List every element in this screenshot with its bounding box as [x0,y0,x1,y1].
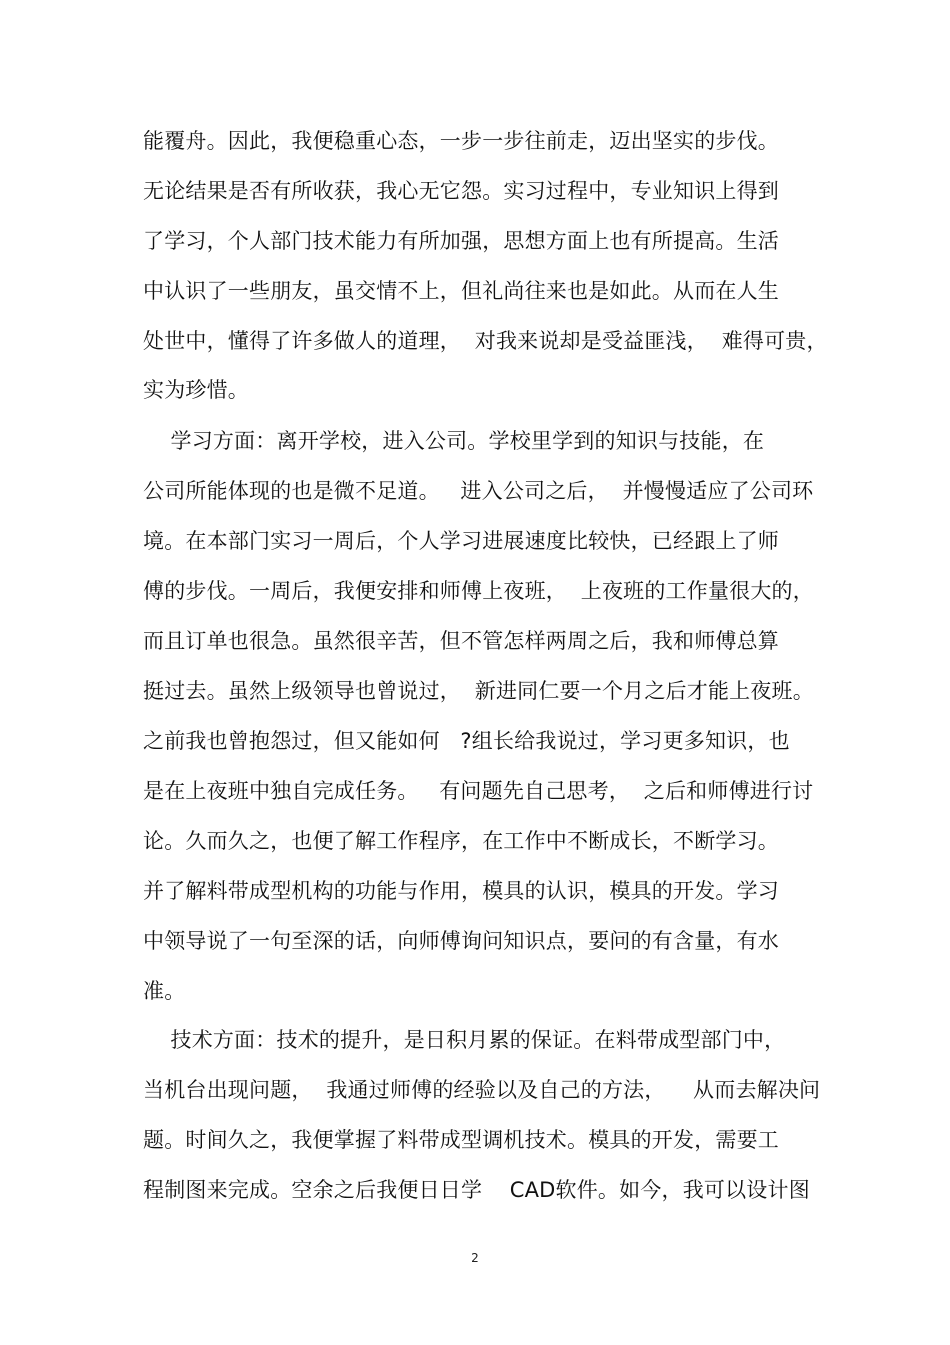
text-line: 技术方面：技术的提升，是日积月累的保证。在料带成型部门中， [143,1028,786,1052]
text-line: 中认识了一些朋友，虽交情不上，但礼尚往来也是如此。从而在人生 [143,279,779,303]
text-line: 而且订单也很急。虽然很辛苦，但不管怎样两周之后，我和师傅总算 [143,629,779,653]
text-line: 公司所能体现的也是微不足道。 进入公司之后， 并慢慢适应了公司环 [143,479,814,503]
page-number: 2 [471,1251,479,1265]
text-line: 了学习，个人部门技术能力有所加强，思想方面上也有所提高。生活 [143,229,779,253]
text-line: 处世中，懂得了许多做人的道理， 对我来说却是受益匪浅， 难得可贵， [143,329,828,353]
text-line: 是在上夜班中独自完成任务。 有问题先自己思考， 之后和师傅进行讨 [143,779,814,803]
text-line: 论。久而久之，也便了解工作程序，在工作中不断成长，不断学习。 [143,829,779,853]
text-line: 能覆舟。因此，我便稳重心态，一步一步往前走，迈出坚实的步伐。 [143,129,779,153]
text-line: 准。 [143,979,186,1003]
text-line: 并了解料带成型机构的功能与作用，模具的认识，模具的开发。学习 [143,879,779,903]
text-line: 实为珍惜。 [143,378,249,402]
text-line: 程制图来完成。空余之后我便日日学 CAD软件。如今，我可以设计图 [143,1178,810,1202]
text-line: 学习方面：离开学校，进入公司。学校里学到的知识与技能，在 [143,429,765,453]
text-line: 无论结果是否有所收获，我心无它怨。实习过程中，专业知识上得到 [143,179,779,203]
text-line: 境。在本部门实习一周后，个人学习进展速度比较快，已经跟上了师 [143,529,779,553]
text-line: 挺过去。虽然上级领导也曾说过， 新进同仁要一个月之后才能上夜班。 [143,679,814,703]
text-line: 当机台出现问题， 我通过师傅的经验以及自己的方法， 从而去解决问 [143,1078,821,1102]
text-line: 中领导说了一句至深的话，向师傅询问知识点，要问的有含量，有水 [143,929,779,953]
text-line: 之前我也曾抱怨过，但又能如何 ?组长给我说过，学习更多知识，也 [143,729,790,753]
text-line: 傅的步伐。一周后，我便安排和师傅上夜班， 上夜班的工作量很大的， [143,579,814,603]
text-line: 题。时间久之，我便掌握了料带成型调机技术。模具的开发，需要工 [143,1128,779,1152]
